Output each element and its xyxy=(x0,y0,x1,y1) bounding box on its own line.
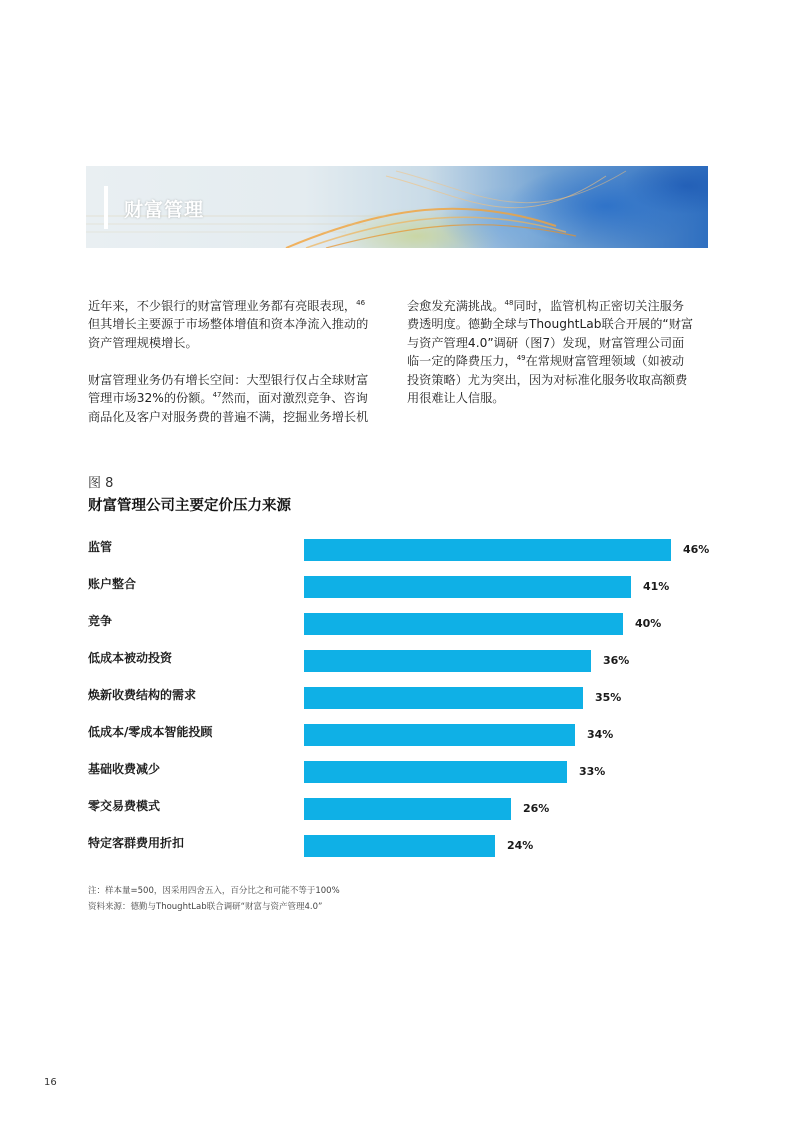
text-line: 会愈发充满挑战。 xyxy=(407,299,505,313)
bar-category-label: 监管 xyxy=(88,540,113,554)
bar-category-label: 零交易费模式 xyxy=(88,799,161,813)
bar-value-label: 35% xyxy=(595,691,622,704)
footnote-ref: 48 xyxy=(504,298,514,307)
bar xyxy=(304,835,495,857)
bar xyxy=(304,761,567,783)
bar xyxy=(304,724,575,746)
text-line: 然而，面对激烈竞争、咨询 xyxy=(221,391,368,406)
bar xyxy=(304,539,671,561)
bar-value-label: 24% xyxy=(507,839,534,852)
bar xyxy=(304,576,631,598)
bar-category-label: 低成本/零成本智能投顾 xyxy=(88,725,213,739)
bar-category-label: 竞争 xyxy=(88,614,113,628)
bar-value-label: 33% xyxy=(579,765,606,778)
bar-category-label: 账户整合 xyxy=(88,577,137,591)
text-line: 管理市场32%的份额。 xyxy=(88,391,213,406)
footnote-ref: 47 xyxy=(212,391,222,400)
bar-value-label: 36% xyxy=(603,654,630,667)
figure-title: 财富管理公司主要定价压力来源 xyxy=(88,498,291,514)
text-line: 在常规财富管理领域（如被动 xyxy=(525,354,685,369)
text-line: 商品化及客户对服务费的普遍不满，挖掘业务增长机 xyxy=(88,409,369,424)
figure-label: 图 8 xyxy=(88,476,114,491)
text-line: 同时，监管机构正密切关注服务 xyxy=(513,299,685,313)
bar-value-label: 46% xyxy=(683,543,710,556)
text-line: 用很难让人信服。 xyxy=(407,391,505,406)
bar-category-label: 特定客群费用折扣 xyxy=(88,836,185,850)
text-line: 费透明度。德勤全球与ThoughtLab联合开展的“财富 xyxy=(407,317,694,332)
paragraph-left-1 xyxy=(88,297,388,352)
bar-value-label: 26% xyxy=(523,802,550,815)
bar-value-label: 34% xyxy=(587,728,614,741)
text-line: 资产管理规模增长。 xyxy=(88,335,198,350)
paragraph-right xyxy=(407,297,707,407)
text-line: 与资产管理4.0”调研（图7）发现，财富管理公司面 xyxy=(407,335,685,350)
chart-note: 注：样本量=500，因采用四舍五入，百分比之和可能不等于100% xyxy=(88,886,340,896)
text-line: 财富管理业务仍有增长空间：大型银行仅占全球财富 xyxy=(88,373,369,387)
bar xyxy=(304,613,623,635)
bar xyxy=(304,687,583,709)
footnote-ref: 46 xyxy=(356,298,366,307)
paragraph-left-2 xyxy=(88,371,388,426)
text-line: 临一定的降费压力， xyxy=(407,354,517,369)
chart-source: 资料来源：德勤与ThoughtLab联合调研“财富与资产管理4.0” xyxy=(88,902,323,912)
bar-category-label: 基础收费减少 xyxy=(88,762,161,776)
bar-category-label: 低成本被动投资 xyxy=(88,651,173,665)
text-line: 近年来，不少银行的财富管理业务都有亮眼表现， xyxy=(88,299,357,313)
bar-value-label: 41% xyxy=(643,580,670,593)
page-number: 16 xyxy=(44,1077,57,1088)
section-banner xyxy=(86,166,708,248)
banner-accent-bar xyxy=(104,186,108,229)
bar-category-label: 焕新收费结构的需求 xyxy=(88,688,197,702)
bar xyxy=(304,798,511,820)
text-line: 但其增长主要源于市场整体增值和资本净流入推动的 xyxy=(88,317,369,332)
bar xyxy=(304,650,591,672)
text-line: 投资策略）尤为突出，因为对标准化服务收取高额费 xyxy=(407,372,688,387)
footnote-ref: 49 xyxy=(516,354,526,363)
bar-value-label: 40% xyxy=(635,617,662,630)
section-title: 财富管理 xyxy=(124,199,205,221)
